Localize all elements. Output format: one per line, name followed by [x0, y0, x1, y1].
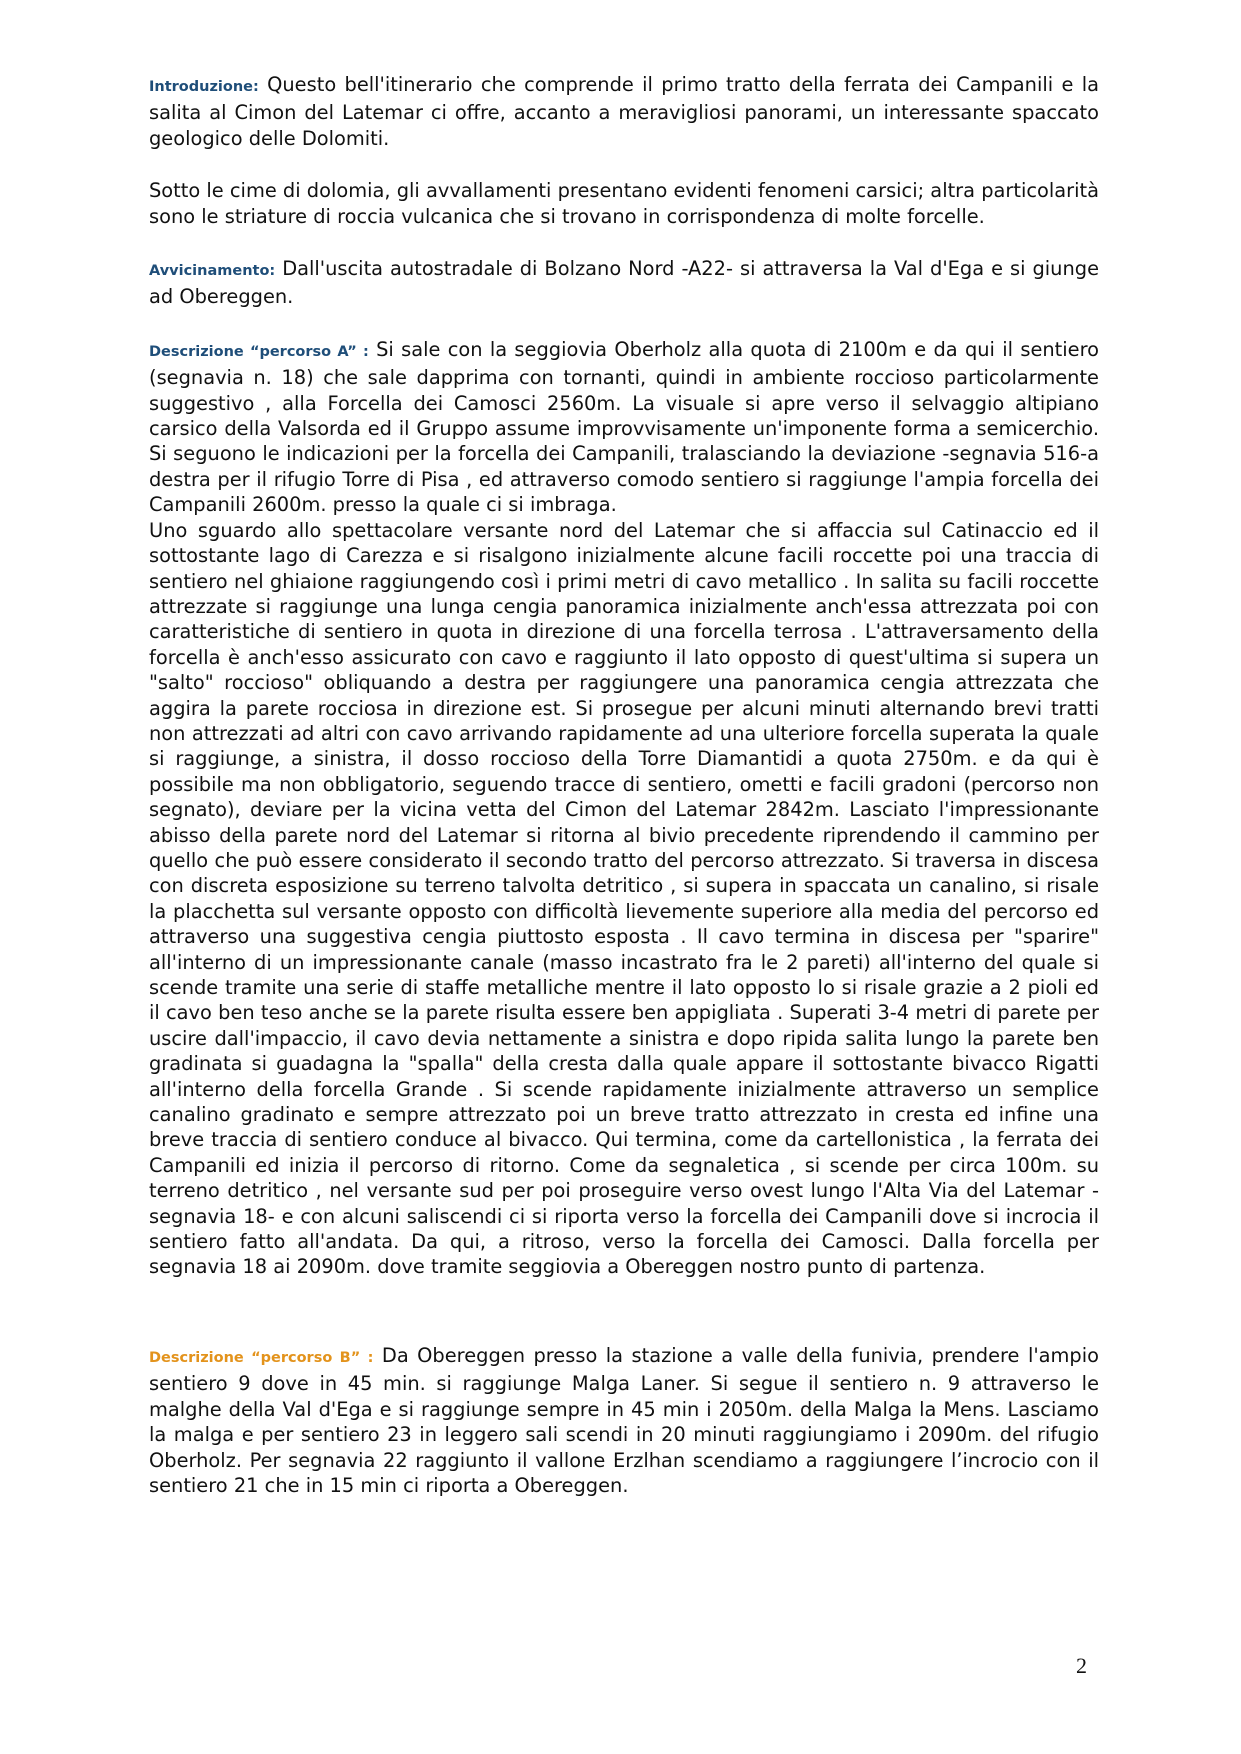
route-a-text: Si sale con la seggiovia Oberholz alla quota di 2100m e da qui il sentiero (segnavia n. 18) che sale dapprima con tornanti, quindi in ambiente roccioso particolarmente suggestivo , alla Forcella dei Camosci 2560m. La visuale si apre verso il selvaggio altipiano carsico della Valsorda ed il Gruppo assume improvvisamente un'imponente forma a semicerchio. Si seguono le indicazioni per la forcella dei Campanili, tralasciando la deviazione -segnavia 516-a destra per il rifugio Torre di Pisa , ed attraverso comodo sentiero si raggiunge l'ampia forcella dei Campanili 2600m. presso la quale ci si imbraga. — [149, 337, 1100, 517]
intro-label: Introduzione: — [149, 79, 259, 95]
intro-text: Questo bell'itinerario che comprende il primo tratto della ferrata dei Campanili e la salita al Cimon del Latemar ci offre, accanto a meravigliosi panorami, un interessante spaccato geologico delle Dolomiti. — [149, 73, 1099, 150]
route-a-continuation: Uno sguardo allo spettacolare versante nord del Latemar che si affaccia sul Catinaccio ed il sottostante lago di Carezza e si risalgono inizialmente alcune facili roccette poi una traccia di sentiero nel ghiaione raggiungendo così i primi metri di cavo metallico . In salita su facili roccette attrezzate si raggiunge una lunga cengia panoramica inizialmente anch'essa attrezzata poi con caratteristiche di sentiero in quota in direzione di una forcella terrosa . L'attraversamento della forcella è anch'esso assicurato con cavo e raggiunto il lato opposto di quest'ultima si supera un "salto" roccioso" obliquando a destra per raggiungere una panoramica cengia attrezzata che aggira la parete rocciosa in direzione est. Si prosegue per alcuni minuti alternando brevi tratti non attrezzati ad altri con cavo arrivando rapidamente ad una ulteriore forcella superata la quale si raggiunge, a sinistra, il dosso roccioso della Torre Diamantidi a quota 2750m. e da qui è possibile ma non obbligatorio, seguendo tracce di sentiero, ometti e facili gradoni (percorso non segnato), deviare per la vicina vetta del Cimon del Latemar 2842m. Lasciato l'impressionante abisso della parete nord del Latemar si ritorna al bivio precedente riprendendo il cammino per quello che può essere considerato il secondo tratto del percorso attrezzato. Si traversa in discesa con discreta esposizione su terreno talvolta detritico , si supera in spaccata un canalino, si risale la placchetta sul versante opposto con difficoltà lievemente superiore alla media del percorso ed attraverso una suggestiva cengia piuttosto esposta . Il cavo termina in discesa per "sparire" all'interno di un impressionante canale (masso incastrato fra le 2 pareti) all'interno del quale si scende tramite una serie di staffe metalliche mentre il lato opposto lo si risale grazie a 2 pioli ed il cavo ben teso anche se la parete risulta essere ben appigliata . Superati 3-4 metri di parete per uscire dall'impaccio, il cavo devia nettamente a sinistra e dopo ripida salita lungo la parete ben gradinata si guadagna la "spalla" della cresta dalla quale appare il sottostante bivacco Rigatti all'interno della forcella Grande . Si scende rapidamente inizialmente attraverso un semplice canalino gradinato e sempre attrezzato poi un breve tratto attrezzato in cresta ed infine una breve traccia di sentiero conduce al bivacco. Qui termina, come da cartellonistica , la ferrata dei Campanili ed inizia il percorso di ritorno. Come da segnaletica , si scende per circa 100m. su terreno detritico , nel versante sud per poi proseguire verso ovest lungo l'Alta Via del Latemar -segnavia 18- e con alcuni saliscendi ci si riporta verso la forcella dei Campanili dove si incrocia il sentiero fatto all'andata. Da qui, a ritroso, verso la forcella dei Camosci. Dalla forcella per segnavia 18 ai 2090m. dove tramite seggiovia a Obereggen nostro punto di partenza. — [149, 518, 1099, 1279]
page-number: 2 — [1076, 1653, 1087, 1678]
approach-text: Dall'uscita autostradale di Bolzano Nord -A22- si attraversa la Val d'Ega e si giunge ad Obereggen. — [149, 257, 1099, 309]
geology-paragraph: Sotto le cime di dolomia, gli avvallamenti presentano evidenti fenomeni carsici; altra particolarità sono le striature di roccia vulcanica che si trovano in corrispondenza di molte forcelle. — [149, 179, 1099, 228]
section-spacer — [149, 1307, 1099, 1343]
route-a-paragraph — [149, 337, 1099, 518]
route-b-text: Da Obereggen presso la stazione a valle della funivia, prendere l'ampio sentiero 9 dove in 45 min. si raggiunge Malga Laner. Si segue il sentiero n. 9 attraverso le malghe della Val d'Ega e si raggiunge sempre in 45 min i 2050m. della Malga la Mens. Lasciamo la malga e per sentiero 23 in leggero sali scendi in 20 minuti raggiungiamo i 2090m. del rifugio Oberholz. Per segnavia 22 raggiunto il vallone Erzlhan scendiamo a raggiungere l’incrocio con il sentiero 21 che in 15 min ci riporta a Obereggen. — [149, 1343, 1099, 1497]
approach-paragraph — [149, 256, 1099, 310]
approach-label: Avvicinamento: — [149, 263, 276, 280]
route-b-label: Descrizione “percorso B” : — [149, 1349, 374, 1366]
route-a-label: Descrizione “percorso A” : — [149, 343, 369, 360]
route-b-paragraph — [149, 1343, 1099, 1498]
document-body — [149, 72, 1099, 1525]
intro-paragraph — [149, 72, 1099, 151]
